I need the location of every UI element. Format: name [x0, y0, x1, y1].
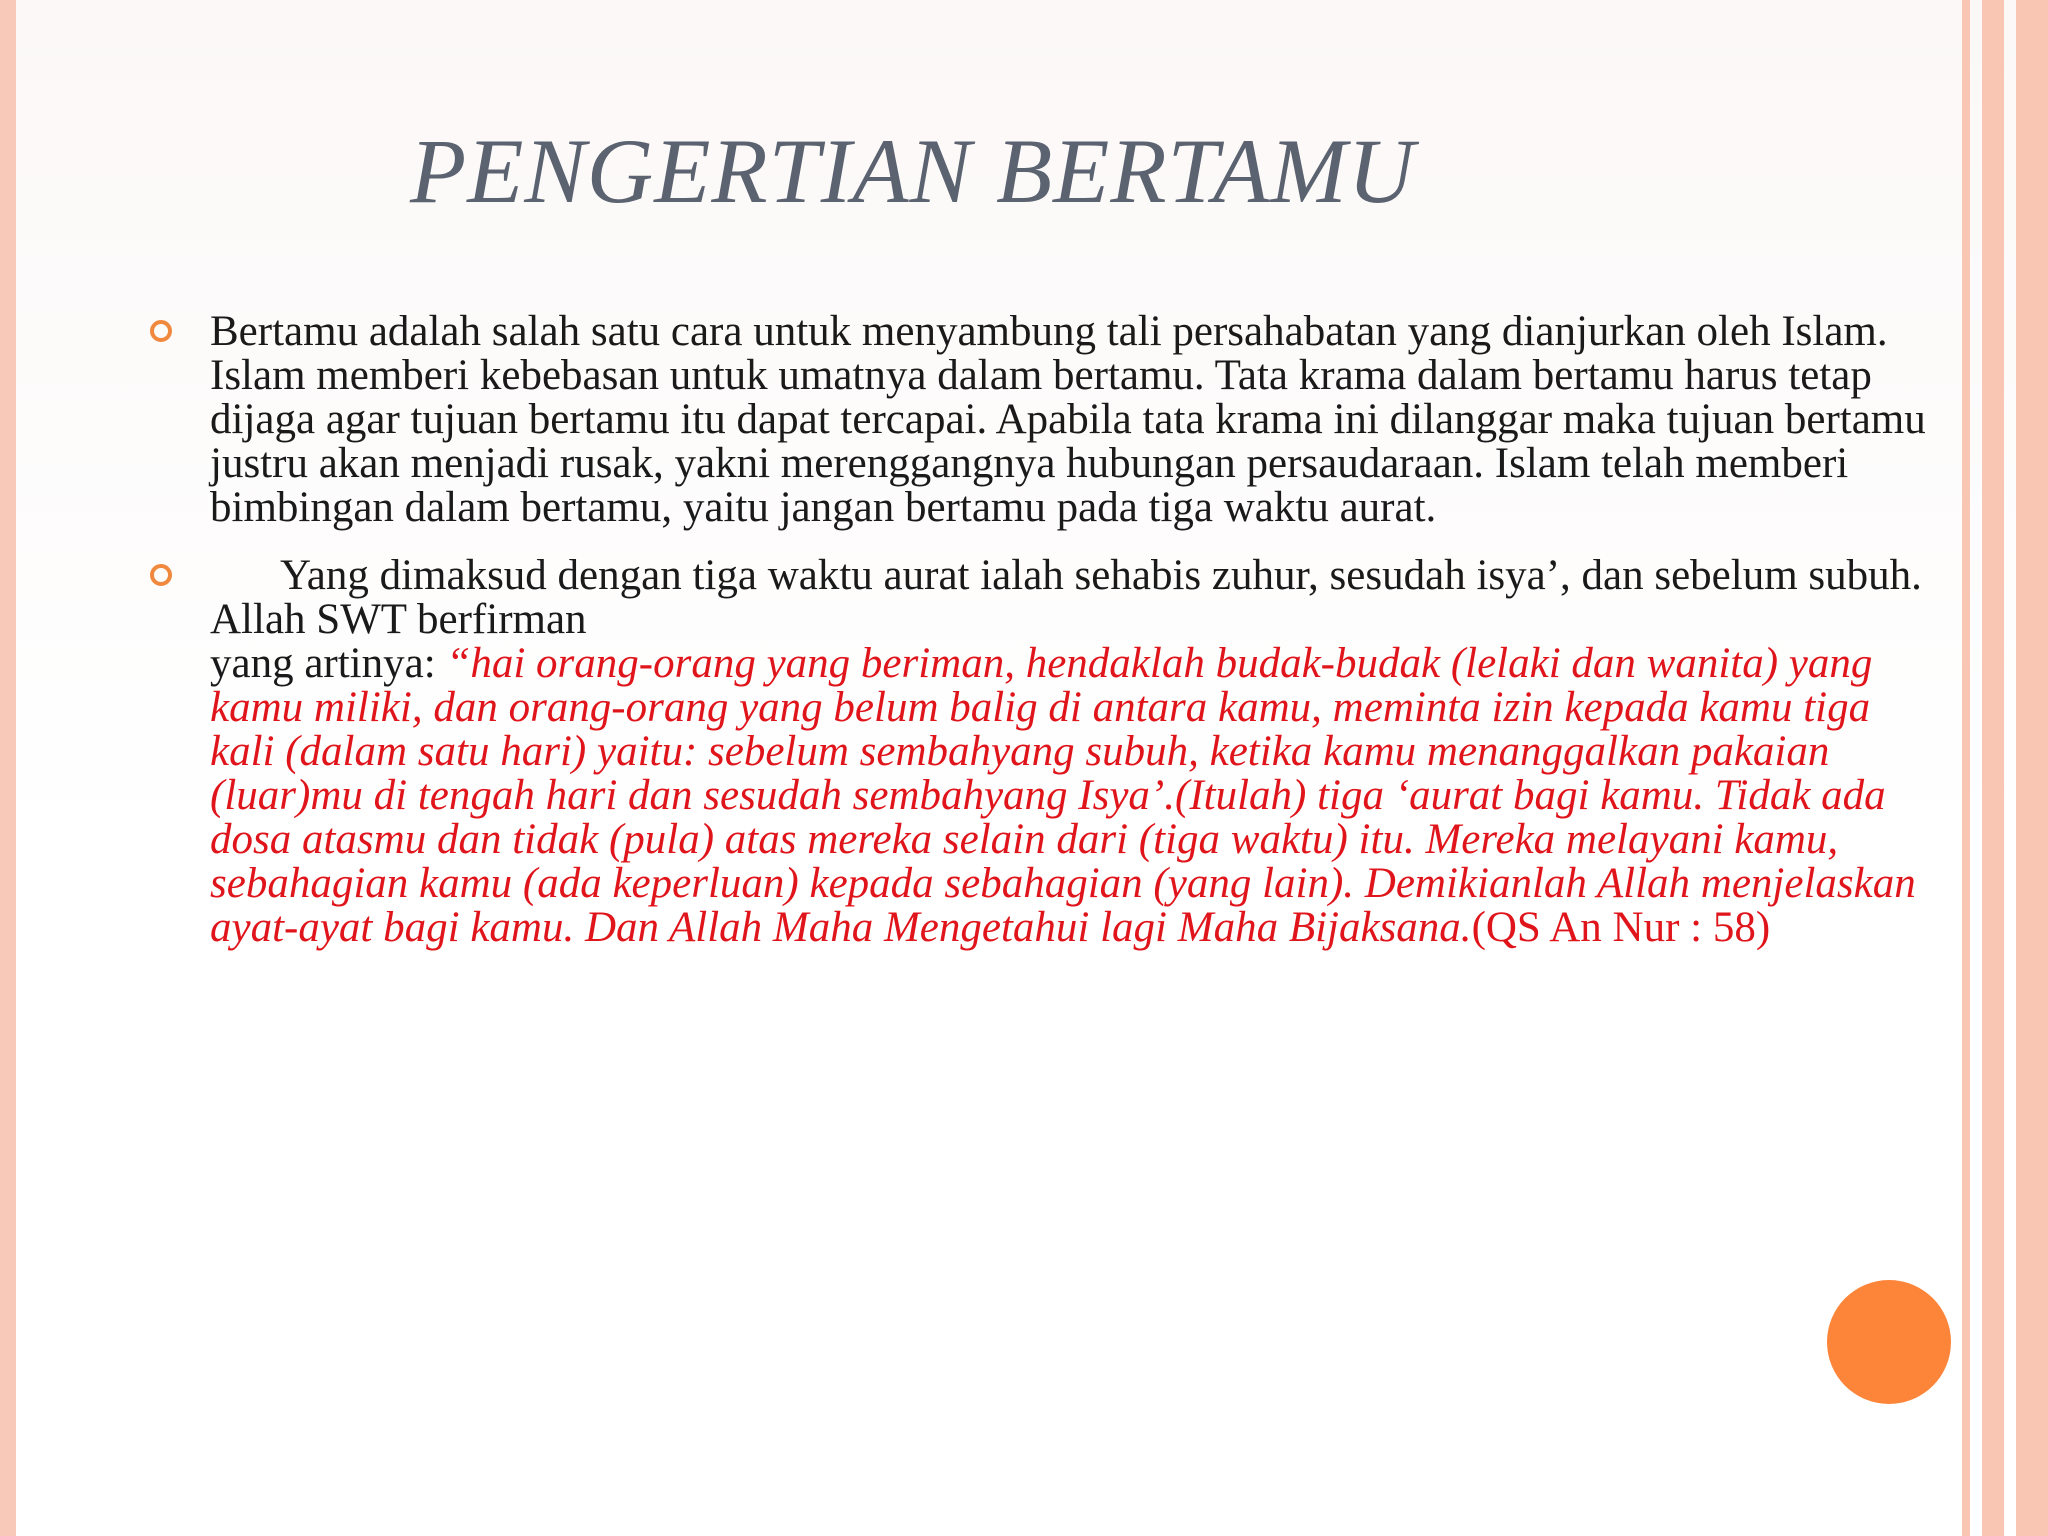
paragraph-2-intro: Yang dimaksud dengan tiga waktu aurat ialah sehabis zuhur, sesudah isya’, dan sebelum subuh. Allah SWT berfirman	[210, 552, 1922, 643]
hollow-circle-bullet-icon	[150, 320, 172, 342]
right-border-stripe-wide	[2016, 0, 2048, 1536]
slide-content	[150, 310, 1930, 974]
left-border-bar	[0, 0, 16, 1536]
paragraph-2-lead: yang artinya:	[210, 640, 447, 687]
right-border-stripe-medium	[1982, 0, 2004, 1536]
right-border-stripe-thin	[1962, 0, 1970, 1536]
bullet-paragraph-2	[150, 554, 1930, 950]
orange-circle-icon	[1827, 1280, 1951, 1404]
quote-source: (QS An Nur : 58)	[1471, 904, 1771, 951]
slide-title: PENGERTIAN BERTAMU	[410, 120, 1416, 222]
hollow-circle-bullet-icon	[150, 564, 172, 586]
paragraph-1-text: Bertamu adalah salah satu cara untuk menyambung tali persahabatan yang dianjurkan oleh Islam. Islam memberi kebebasan untuk umatnya dalam bertamu. Tata krama dalam bertamu harus tetap dijaga agar tujuan bertamu itu dapat tercapai. Apabila tata krama ini dilanggar maka tujuan bertamu justru akan menjadi rusak, yakni merenggangnya hubungan persaudaraan. Islam telah memberi bimbingan dalam bertamu, yaitu jangan bertamu pada tiga waktu aurat.	[210, 308, 1926, 531]
bullet-paragraph-1	[150, 310, 1930, 530]
quran-quote: “hai orang-orang yang beriman, hendaklah budak-budak (lelaki dan wanita) yang kamu miliki, dan orang-orang yang belum balig di antara kamu, meminta izin kepada kamu tiga kali (dalam satu hari) yaitu: sebelum sembahyang subuh, ketika kamu menanggalkan pakaian (luar)mu di tengah hari dan sesudah sembahyang Isya’.(Itulah) tiga ‘aurat bagi kamu. Tidak ada dosa atasmu dan tidak (pula) atas mereka selain dari (tiga waktu) itu. Mereka melayani kamu, sebahagian kamu (ada keperluan) kepada sebahagian (yang lain). Demikianlah Allah menjelaskan ayat-ayat bagi kamu. Dan Allah Maha Mengetahui lagi Maha Bijaksana.	[210, 640, 1916, 951]
